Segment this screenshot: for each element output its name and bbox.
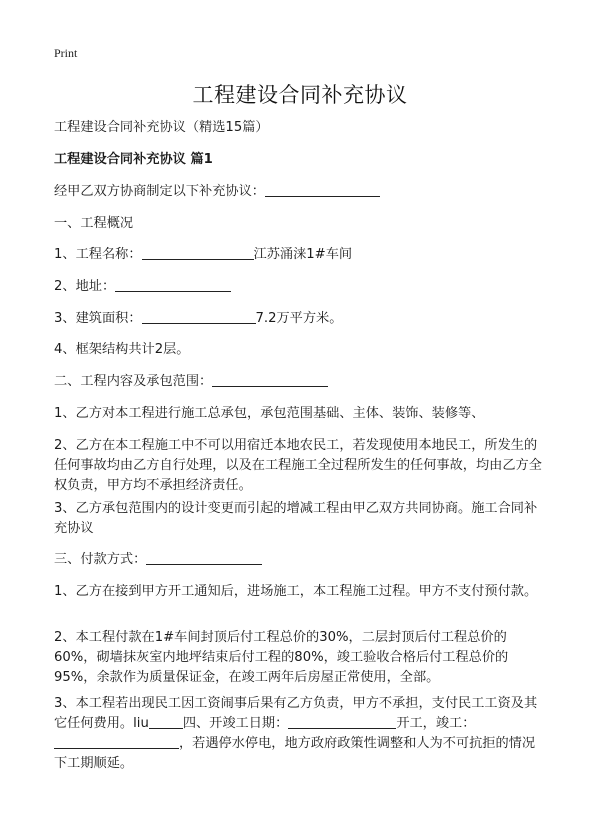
part2-heading: 二、工程内容及承包范围： xyxy=(54,374,213,389)
p3-3-a: 3、本工程若出现民工因工资闹事后果有乙方负责，甲方不承担，支付民工工资及其它任何费用。liu xyxy=(54,696,538,731)
item1-line xyxy=(54,245,546,265)
item3-blank xyxy=(142,309,256,324)
part3-heading: 三、付款方式： xyxy=(54,552,147,567)
intro-line xyxy=(54,182,546,202)
intro-text: 经甲乙双方协商制定以下补充协议： xyxy=(54,184,265,199)
item1-prefix: 1、工程名称： xyxy=(54,247,142,262)
p2-2: 2、乙方在本工程施工中不可以用宿迁本地农民工，若发现使用本地民工，所发生的任何事故均由乙方自行处理，以及在工程施工全过程所发生的任何事故，均由乙方全权负责，甲方均不承担经济责任。 xyxy=(54,438,542,493)
part3-heading-line xyxy=(54,550,546,570)
item3-prefix: 3、建筑面积： xyxy=(54,311,142,326)
item4-line: 4、框架结构共计2层。 xyxy=(54,342,190,357)
item3-suffix: 7.2万平方米。 xyxy=(255,311,343,326)
p3-2: 2、本工程付款在1#车间封顶后付工程总价的30%，二层封顶后付工程总价的60%，砌墙抹灰室内地坪结束后付工程的80%，竣工验收合格后付工程总价的95%，余款作为质量保证金，在竣工两年后房屋正常使用，全部。 xyxy=(54,630,509,685)
intro-blank xyxy=(265,182,380,197)
p3-3-c: 开工，竣工： xyxy=(396,716,476,731)
p3-3-blank-2 xyxy=(288,714,396,729)
document-title: 工程建设合同补充协议 xyxy=(192,83,408,107)
p3-1: 1、乙方在接到甲方开工通知后，进场施工，本工程施工过程。甲方不支付预付款。 xyxy=(54,584,538,599)
part1-heading: 一、工程概况 xyxy=(54,216,134,231)
part3-blank xyxy=(146,550,262,565)
document-subtitle: 工程建设合同补充协议（精选15篇） xyxy=(54,120,269,135)
part2-heading-line xyxy=(54,372,546,392)
item2-blank xyxy=(115,277,231,292)
p2-3: 3、乙方承包范围内的设计变更而引起的增减工程由甲乙双方共同协商。施工合同补充协议 xyxy=(54,501,538,536)
item1-blank xyxy=(142,245,254,260)
p3-3-blank-1 xyxy=(149,714,183,729)
item1-suffix: 江苏涌涞1#车间 xyxy=(253,247,353,262)
item2-line xyxy=(54,277,546,297)
p3-3-b: 四、开竣工日期： xyxy=(182,716,289,731)
p3-3-blank-3 xyxy=(54,734,179,749)
part2-blank xyxy=(212,372,328,387)
print-link[interactable]: Print xyxy=(54,46,78,60)
section-heading: 工程建设合同补充协议 篇1 xyxy=(54,152,213,167)
p3-3 xyxy=(54,694,546,774)
item2-prefix: 2、地址： xyxy=(54,279,116,294)
p3-3-d: ，若遇停水停电，地方政府政策性调整和人为不可抗拒的情况下工期顺延。 xyxy=(54,736,536,771)
p2-1: 1、乙方对本工程进行施工总承包，承包范围基础、主体、装饰、装修等、 xyxy=(54,406,485,421)
item3-line xyxy=(54,309,546,329)
